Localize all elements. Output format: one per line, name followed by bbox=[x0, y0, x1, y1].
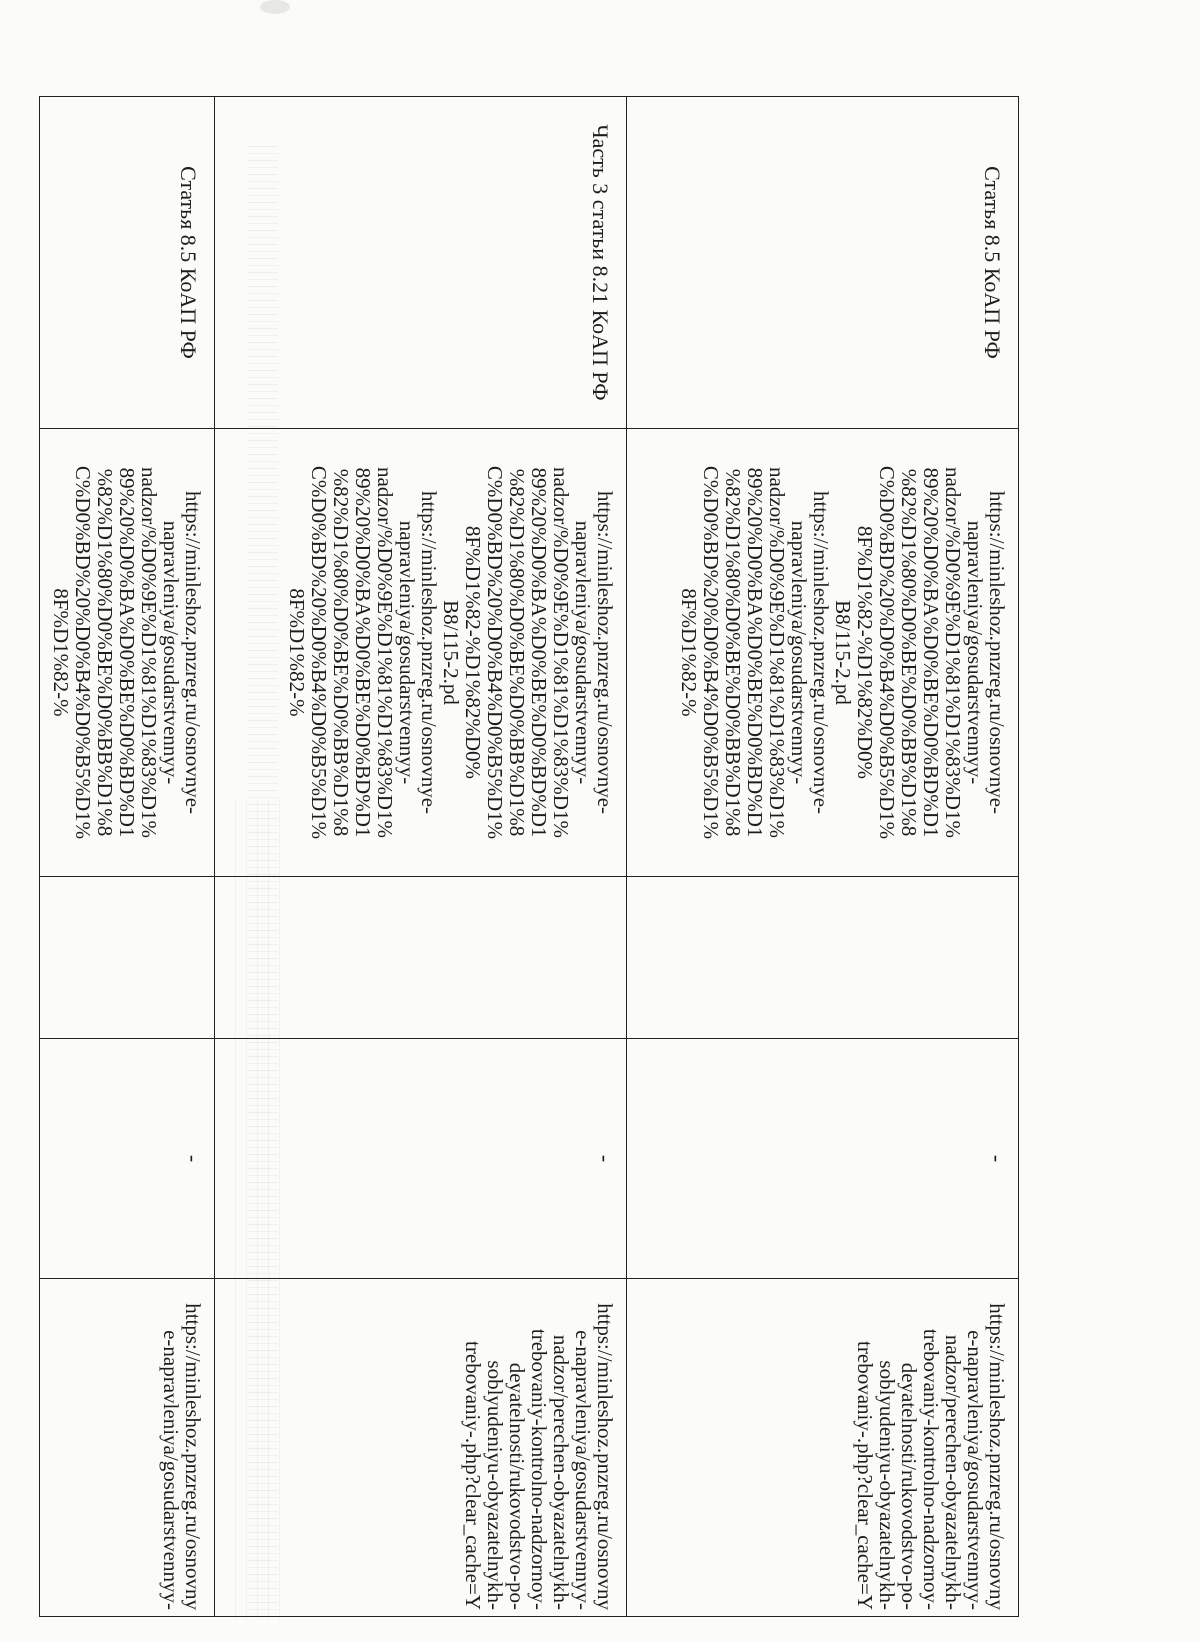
table-row bbox=[215, 97, 627, 1617]
table-row bbox=[627, 97, 1019, 1617]
act-link-line[interactable]: C%D0%BD%20%D0%B4%D0%B5%D1% bbox=[699, 465, 723, 840]
act-link-line[interactable]: nadzor/%D0%9E%D1%81%D1%83%D1% bbox=[137, 467, 161, 838]
table-row bbox=[40, 97, 215, 1617]
act-link-line[interactable]: %82%D1%80%D0%BE%D0%BB%D1%8 bbox=[93, 468, 117, 837]
guide-link-cell bbox=[40, 1279, 215, 1617]
guide-link-cell bbox=[215, 1279, 627, 1617]
guide-link-line[interactable]: trebovaniy-.php?clear_cache=Y bbox=[461, 1341, 485, 1610]
rotated-table-wrapper bbox=[49, 96, 1019, 1616]
act-link-line[interactable]: %82%D1%80%D0%BE%D0%BB%D1%8 bbox=[721, 468, 745, 837]
guide-link-line[interactable]: https://minleshoz.pnzreg.ru/osnovny bbox=[985, 1303, 1009, 1610]
act-link-line[interactable]: 8F%D1%82-% bbox=[677, 588, 701, 717]
dash-cell: - bbox=[215, 1039, 627, 1279]
act-link-line[interactable]: C%D0%BD%20%D0%B4%D0%B5%D1% bbox=[875, 465, 899, 840]
guide-link-line[interactable]: nadzor/perechen-obyazatelnykh- bbox=[941, 1334, 965, 1610]
act-link-line[interactable]: B8/115-2.pd bbox=[439, 600, 463, 705]
act-link-line[interactable]: 8F%D1%82-%D1%82%D0% bbox=[461, 525, 485, 780]
act-link-line[interactable]: %82%D1%80%D0%BE%D0%BB%D1%8 bbox=[329, 468, 353, 837]
act-link-line[interactable]: https://minleshoz.pnzreg.ru/osnovnye- bbox=[985, 490, 1009, 815]
act-link-line[interactable]: nadzor/%D0%9E%D1%81%D1%83%D1% bbox=[373, 467, 397, 838]
article-cell: Статья 8.5 КоАП РФ bbox=[40, 97, 215, 429]
guide-link-line[interactable]: https://minleshoz.pnzreg.ru/osnovny bbox=[181, 1303, 205, 1610]
guide-link-line[interactable]: trebovaniy-kontrolno-nadzornoy- bbox=[527, 1328, 551, 1610]
act-link-line[interactable]: https://minleshoz.pnzreg.ru/osnovnye- bbox=[593, 490, 617, 815]
requirements-table bbox=[39, 96, 1019, 1617]
act-link-line[interactable]: nadzor/%D0%9E%D1%81%D1%83%D1% bbox=[549, 467, 573, 838]
act-link-line[interactable]: %82%D1%80%D0%BE%D0%BB%D1%8 bbox=[897, 468, 921, 837]
act-link-cell bbox=[627, 429, 1019, 877]
scan-smudge bbox=[260, 0, 290, 14]
act-link-line[interactable]: napravleniya/gosudarstvennyy- bbox=[159, 520, 183, 785]
guide-link-line[interactable]: e-napravleniya/gosudarstvennyy- bbox=[159, 1330, 183, 1610]
act-link-line[interactable]: https://minleshoz.pnzreg.ru/osnovnye- bbox=[809, 490, 833, 815]
act-link-line[interactable]: C%D0%BD%20%D0%B4%D0%B5%D1% bbox=[307, 465, 331, 840]
act-link-line[interactable]: 89%20%D0%BA%D0%BE%D0%BD%D1 bbox=[919, 467, 943, 838]
act-link-line[interactable]: 89%20%D0%BA%D0%BE%D0%BD%D1 bbox=[527, 467, 551, 838]
act-link-line[interactable]: C%D0%BD%20%D0%B4%D0%B5%D1% bbox=[483, 465, 507, 840]
guide-link-line[interactable]: deyatelnosti/rukovodstvo-po- bbox=[897, 1362, 921, 1610]
act-link-line[interactable]: 89%20%D0%BA%D0%BE%D0%BD%D1 bbox=[743, 467, 767, 838]
guide-link-cell bbox=[627, 1279, 1019, 1617]
article-cell: Часть 3 статьи 8.21 КоАП РФ bbox=[215, 97, 627, 429]
act-link-line[interactable]: napravleniya/gosudarstvennyy- bbox=[963, 520, 987, 785]
guide-link-line[interactable]: e-napravleniya/gosudarstvennyy- bbox=[571, 1330, 595, 1610]
act-link-line[interactable]: napravleniya/gosudarstvennyy- bbox=[571, 520, 595, 785]
guide-link-line[interactable]: nadzor/perechen-obyazatelnykh- bbox=[549, 1334, 573, 1610]
guide-link-line[interactable]: e-napravleniya/gosudarstvennyy- bbox=[963, 1330, 987, 1610]
guide-link-line[interactable]: trebovaniy-.php?clear_cache=Y bbox=[853, 1341, 877, 1610]
act-link-line[interactable]: B8/115-2.pd bbox=[831, 600, 855, 705]
act-link-line[interactable]: %82%D1%80%D0%BE%D0%BB%D1%8 bbox=[505, 468, 529, 837]
act-link-cell bbox=[215, 429, 627, 877]
empty-cell bbox=[627, 877, 1019, 1039]
act-link-line[interactable]: https://minleshoz.pnzreg.ru/osnovnye- bbox=[181, 490, 205, 815]
guide-link-line[interactable]: soblyudeniyu-obyazatelnykh- bbox=[875, 1360, 899, 1610]
dash-cell: - bbox=[40, 1039, 215, 1279]
guide-link-line[interactable]: trebovaniy-kontrolno-nadzornoy- bbox=[919, 1328, 943, 1610]
act-link-line[interactable]: 8F%D1%82-% bbox=[285, 588, 309, 717]
act-link-line[interactable]: 89%20%D0%BA%D0%BE%D0%BD%D1 bbox=[351, 467, 375, 838]
act-link-line[interactable]: 8F%D1%82-% bbox=[49, 588, 73, 717]
guide-link-line[interactable]: deyatelnosti/rukovodstvo-po- bbox=[505, 1362, 529, 1610]
act-link-line[interactable]: https://minleshoz.pnzreg.ru/osnovnye- bbox=[417, 490, 441, 815]
act-link-line[interactable]: C%D0%BD%20%D0%B4%D0%B5%D1% bbox=[71, 465, 95, 840]
act-link-line[interactable]: 8F%D1%82-%D1%82%D0% bbox=[853, 525, 877, 780]
act-link-cell bbox=[40, 429, 215, 877]
act-link-line[interactable]: napravleniya/gosudarstvennyy- bbox=[787, 520, 811, 785]
act-link-line[interactable]: nadzor/%D0%9E%D1%81%D1%83%D1% bbox=[765, 467, 789, 838]
empty-cell bbox=[215, 877, 627, 1039]
article-cell: Статья 8.5 КоАП РФ bbox=[627, 97, 1019, 429]
act-link-line[interactable]: napravleniya/gosudarstvennyy- bbox=[395, 520, 419, 785]
empty-cell bbox=[40, 877, 215, 1039]
act-link-line[interactable]: nadzor/%D0%9E%D1%81%D1%83%D1% bbox=[941, 467, 965, 838]
act-link-line[interactable]: 89%20%D0%BA%D0%BE%D0%BD%D1 bbox=[115, 467, 139, 838]
guide-link-line[interactable]: soblyudeniyu-obyazatelnykh- bbox=[483, 1360, 507, 1610]
dash-cell: - bbox=[627, 1039, 1019, 1279]
guide-link-line[interactable]: https://minleshoz.pnzreg.ru/osnovny bbox=[593, 1303, 617, 1610]
